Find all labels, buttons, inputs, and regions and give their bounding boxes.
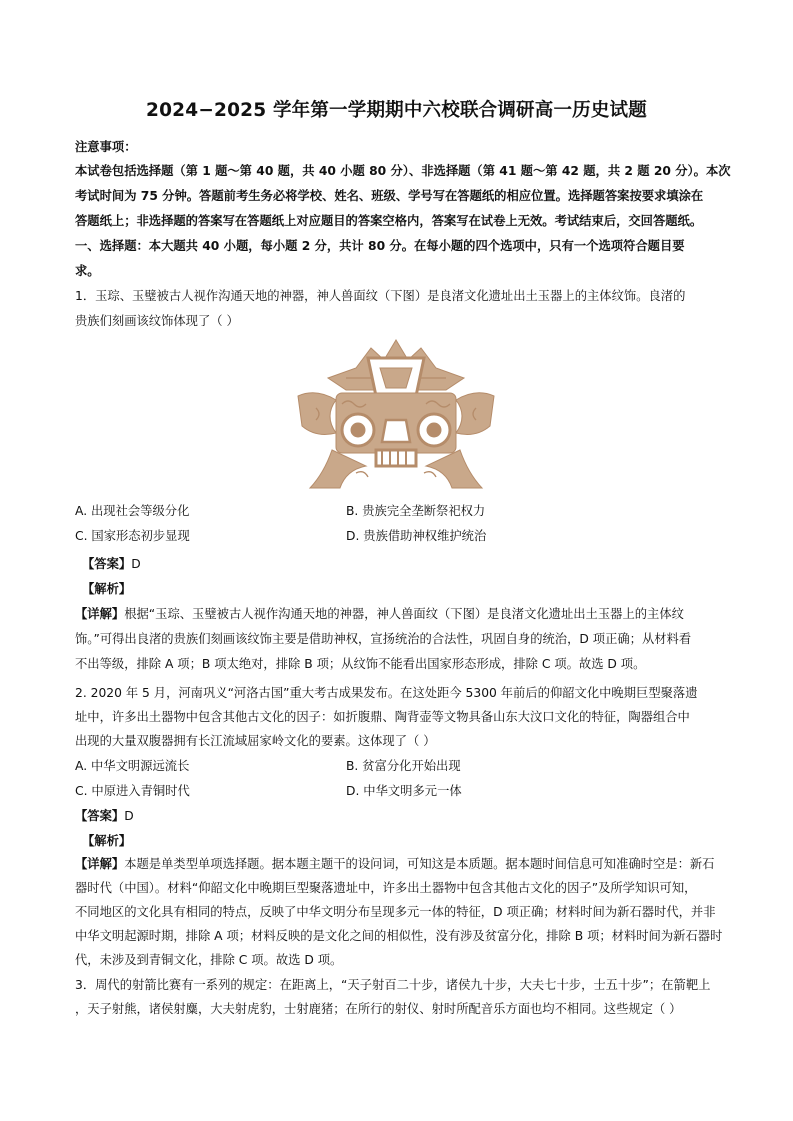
- shenren-shoumian-pattern-image: [296, 338, 496, 492]
- q2-detail: 代，未涉及到青铜文化，排除 C 项。故选 D 项。: [75, 953, 343, 967]
- q1-answer: 【答案】D: [82, 557, 141, 571]
- q2-stem: 址中，许多出土器物中包含其他古文化的因子：如折腹鼎、陶背壶等文物具备山东大汶口文化的特征，陶器组合中: [75, 710, 690, 724]
- q1-option-c: C. 国家形态初步显现: [75, 529, 190, 543]
- q2-detail: 器时代（中国）。材料“仰韶文化中晚期巨型聚落遗址中，许多出土器物中包含其他古文化的因子”及所学知识可知，: [75, 881, 697, 895]
- q1-option-b: B. 贵族完全垄断祭祀权力: [346, 504, 486, 518]
- q3-stem: ，天子射熊，诸侯射麋，大夫射虎豹，士射鹿猪；在所行的射仪、射时所配音乐方面也均不相同。这些规定（ ）: [75, 1002, 682, 1016]
- section-heading: 一、选择题：本大题共 40 小题，每小题 2 分，共计 80 分。在每小题的四个选项中，只有一个选项符合题目要: [75, 239, 685, 253]
- q1-option-a: A. 出现社会等级分化: [75, 504, 190, 518]
- q2-detail: 不同地区的文化具有相同的特点，反映了中华文明分布呈现多元一体的特征，D 项正确；材料时间为新石器时代，并非: [75, 905, 716, 919]
- q1-stem: 1．玉琮、玉璧被古人视作沟通天地的神器，神人兽面纹（下图）是良渚文化遗址出土玉器上的主体纹饰。良渚的: [75, 289, 686, 303]
- q2-option-a: A. 中华文明源远流长: [75, 759, 190, 773]
- q2-option-c: C. 中原进入青铜时代: [75, 784, 190, 798]
- q2-stem: 出现的大量双腹器拥有长江流域屈家岭文化的要素。这体现了（ ）: [75, 734, 436, 748]
- q1-detail: 【详解】根据“玉琮、玉璧被古人视作沟通天地的神器，神人兽面纹（下图）是良渚文化遗址出土玉器上的主体纹: [75, 607, 684, 621]
- notice-line: 答题纸上；非选择题的答案写在答题纸上对应题目的答案空格内，答案写在试卷上无效。考试结束后，交回答题纸。: [75, 214, 703, 228]
- notice-line: 本试卷包括选择题（第 1 题～第 40 题，共 40 小题 80 分）、非选择题（第 41 题～第 42 题，共 2 题 20 分）。本次: [75, 164, 731, 178]
- q1-detail: 饰。”可得出良渚的贵族们刻画该纹饰主要是借助神权，宣扬统治的合法性，巩固自身的统治，D 项正确；从材料看: [75, 632, 692, 646]
- q2-stem: 2. 2020 年 5 月，河南巩义“河洛古国”重大考古成果发布。在这处距今 5300 年前后的仰韶文化中晚期巨型聚落遗: [75, 686, 698, 700]
- section-heading-cont: 求。: [75, 264, 100, 278]
- q2-option-d: D. 中华文明多元一体: [346, 784, 462, 798]
- notice-line: 考试时间为 75 分钟。答题前考生务必将学校、姓名、班级、学号写在答题纸的相应位置。选择题答案按要求填涂在: [75, 189, 704, 203]
- notice-heading: 注意事项：: [75, 140, 137, 154]
- q2-option-b: B. 贫富分化开始出现: [346, 759, 461, 773]
- q1-stem: 贵族们刻画该纹饰体现了（ ）: [75, 314, 239, 328]
- q3-stem: 3．周代的射箭比赛有一系列的规定：在距离上，“天子射百二十步，诸侯九十步，大夫七十步，士五十步”；在箭靶上: [75, 978, 711, 992]
- page-title: 2024−2025 学年第一学期期中六校联合调研高一历史试题: [146, 100, 647, 121]
- q1-analysis-label: 【解析】: [82, 582, 132, 596]
- q2-analysis-label: 【解析】: [82, 834, 132, 848]
- q1-option-d: D. 贵族借助神权维护统治: [346, 529, 487, 543]
- q2-detail: 中华文明起源时期，排除 A 项；材料反映的是文化之间的相似性，没有涉及贫富分化，排除 B 项；材料时间为新石器时: [75, 929, 723, 943]
- q1-detail: 不出等级，排除 A 项；B 项太绝对，排除 B 项；从纹饰不能看出国家形态形成，排除 C 项。故选 D 项。: [75, 657, 646, 671]
- q2-detail: 【详解】本题是单类型单项选择题。据本题主题干的设问词，可知这是本质题。据本题时间信息可知准确时空是：新石: [75, 857, 715, 871]
- q2-answer: 【答案】D: [75, 809, 134, 823]
